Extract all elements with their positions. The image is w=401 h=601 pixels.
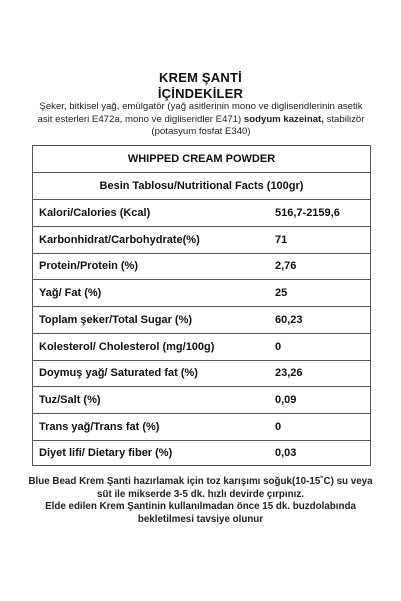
- preparation-instructions: [20, 476, 381, 526]
- nutrition-row: [33, 200, 370, 227]
- product-name-row: [33, 146, 370, 173]
- nutrient-label: Trans yağ/Trans fat (%): [39, 420, 160, 433]
- nutrient-value: 0: [275, 340, 282, 353]
- nutrient-label: Tuz/Salt (%): [39, 393, 101, 406]
- nutrition-table: [32, 145, 371, 466]
- nutrient-label: Kalori/Calories (Kcal): [39, 207, 151, 219]
- nutrition-row: [33, 440, 370, 467]
- nutrition-row: [33, 334, 370, 361]
- ingredients-part2: stabilizör (potasyum fosfat E340): [151, 113, 365, 137]
- product-name: WHIPPED CREAM POWDER: [127, 153, 276, 165]
- ingredients-text: [32, 101, 370, 139]
- nutrient-value: 71: [275, 233, 288, 246]
- nutrition-row: [33, 387, 370, 414]
- nutrient-value: 0,09: [275, 393, 297, 406]
- nutrient-value: 2,76: [275, 260, 297, 273]
- instructions-line1: Blue Bead Krem Şanti hazırlamak için toz karışımı soğuk(10-15˚C) su veya süt ile mikserde 3-5 dk. hızlı devirde çırpınız.: [28, 476, 373, 500]
- nutrition-row: [33, 360, 370, 387]
- nutrient-label: Kolesterol/ Cholesterol (mg/100g): [39, 340, 215, 353]
- nutrient-label: Doymuş yağ/ Saturated fat (%): [39, 367, 198, 380]
- instructions-line2: Elde edilen Krem Şantinin kullanılmadan önce 15 dk. buzdolabında bekletilmesi tavsiye olunur: [45, 501, 356, 525]
- nutrition-row: [33, 307, 370, 334]
- nutrition-row: [33, 280, 370, 307]
- nutrient-value: 516,7-2159,6: [275, 207, 340, 219]
- nutrient-value: 23,26: [275, 367, 303, 380]
- nutrient-value: 60,23: [275, 313, 303, 326]
- facts-header: Besin Tablosu/Nutritional Facts (100gr): [99, 180, 304, 192]
- nutrition-row: [33, 414, 370, 441]
- nutrition-row: [33, 227, 370, 254]
- nutrient-value: 25: [275, 287, 288, 300]
- nutrition-row: [33, 253, 370, 280]
- nutrient-label: Karbonhidrat/Carbohydrate(%): [39, 233, 200, 246]
- nutrient-label: Yağ/ Fat (%): [39, 287, 102, 300]
- nutrient-value: 0,03: [275, 447, 297, 460]
- ingredients-bold: sodyum kazeinat,: [243, 113, 324, 125]
- facts-header-row: [33, 173, 370, 200]
- nutrient-label: Protein/Protein (%): [39, 260, 139, 273]
- title-icindekiler: İÇİNDEKİLER: [157, 86, 244, 101]
- nutrient-value: 0: [275, 420, 282, 433]
- nutrient-label: Toplam şeker/Total Sugar (%): [39, 313, 193, 326]
- nutrient-label: Diyet lifi/ Dietary fiber (%): [39, 447, 173, 460]
- ingredients-part1: Şeker, bitkisel yağ, emülgatör (yağ asitlerinin mono ve digliseridlerinin asetik asit esterleri E472a, mono ve digliseridler E471): [37, 101, 363, 125]
- title-krem-santi: KREM ŞANTİ: [159, 70, 242, 85]
